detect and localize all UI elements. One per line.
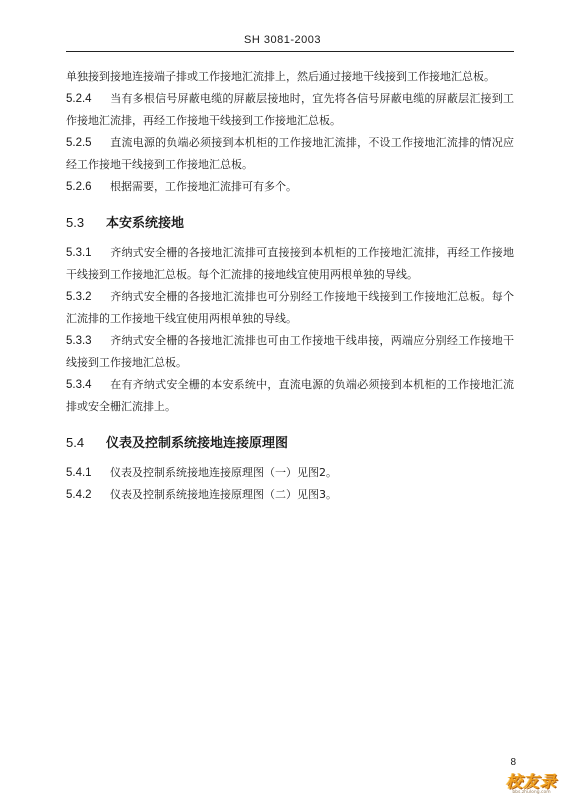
section-number: 5.4: [66, 435, 85, 450]
clause-5-4-2: [66, 484, 514, 506]
clause-number: 5.2.4: [66, 93, 92, 105]
clause-text: 在有齐纳式安全栅的本安系统中，直流电源的负端必须接到本机柜的工作接地汇流排或安全栅汇流排上。: [66, 378, 514, 413]
clause-text: 仪表及控制系统接地连接原理图（二）见图3。: [110, 488, 337, 501]
clause-text: 齐纳式安全栅的各接地汇流排也可分别经工作接地干线接到工作接地汇总板。每个汇流排的工作接地干线宜使用两根单独的导线。: [66, 290, 514, 325]
clause-number: 5.4.2: [66, 489, 92, 501]
clause-text: 当有多根信号屏蔽电缆的屏蔽层接地时，宜先将各信号屏蔽电缆的屏蔽层汇接到工作接地汇流排，再经工作接地干线接到工作接地汇总板。: [66, 92, 514, 127]
clause-number: 5.4.1: [66, 467, 92, 479]
page-body: [66, 66, 514, 506]
clause-text: 仪表及控制系统接地连接原理图（一）见图2。: [110, 466, 337, 479]
clause-number: 5.3.4: [66, 379, 92, 391]
clause-text: 齐纳式安全栅的各接地汇流排可直接接到本机柜的工作接地汇流排，再经工作接地干线接到工作接地汇总板。每个汇流排的接地线宜使用两根单独的导线。: [66, 246, 514, 281]
section-heading-5-3: [66, 213, 514, 234]
clause-number: 5.3.1: [66, 247, 92, 259]
clause-number: 5.3.3: [66, 335, 92, 347]
watermark-text: 校友录: [505, 772, 557, 791]
clause-number: 5.3.2: [66, 291, 92, 303]
section-title: 本安系统接地: [106, 216, 185, 231]
clause-5-3-1: [66, 242, 514, 286]
section-title: 仪表及控制系统接地连接原理图: [106, 436, 289, 451]
clause-5-2-6: [66, 176, 514, 198]
header-divider: [66, 51, 514, 52]
watermark-logo: [506, 769, 557, 795]
clause-text: 单独接到接地连接端子排或工作接地汇流排上，然后通过接地干线接到工作接地汇总板。: [66, 70, 495, 83]
clause-text: 根据需要，工作接地汇流排可有多个。: [110, 180, 297, 193]
watermark-url: bbs.zhulong.com: [512, 790, 551, 795]
clause-number: 5.2.6: [66, 181, 92, 193]
clause-number: 5.2.5: [66, 137, 92, 149]
clause-text: 齐纳式安全栅的各接地汇流排也可由工作接地干线串接，两端应分别经工作接地干线接到工作接地汇总板。: [66, 334, 514, 369]
clause-continuation: [66, 66, 514, 88]
section-heading-5-4: [66, 433, 514, 454]
clause-5-2-5: [66, 132, 514, 176]
page-number: 8: [510, 757, 516, 768]
clause-5-2-4: [66, 88, 514, 132]
clause-5-3-3: [66, 330, 514, 374]
clause-5-3-2: [66, 286, 514, 330]
section-number: 5.3: [66, 215, 85, 230]
clause-5-4-1: [66, 462, 514, 484]
clause-text: 直流电源的负端必须接到本机柜的工作接地汇流排，不设工作接地汇流排的情况应经工作接地干线接到工作接地汇总板。: [66, 136, 514, 171]
document-header: SH 3081-2003: [244, 34, 321, 46]
clause-5-3-4: [66, 374, 514, 418]
